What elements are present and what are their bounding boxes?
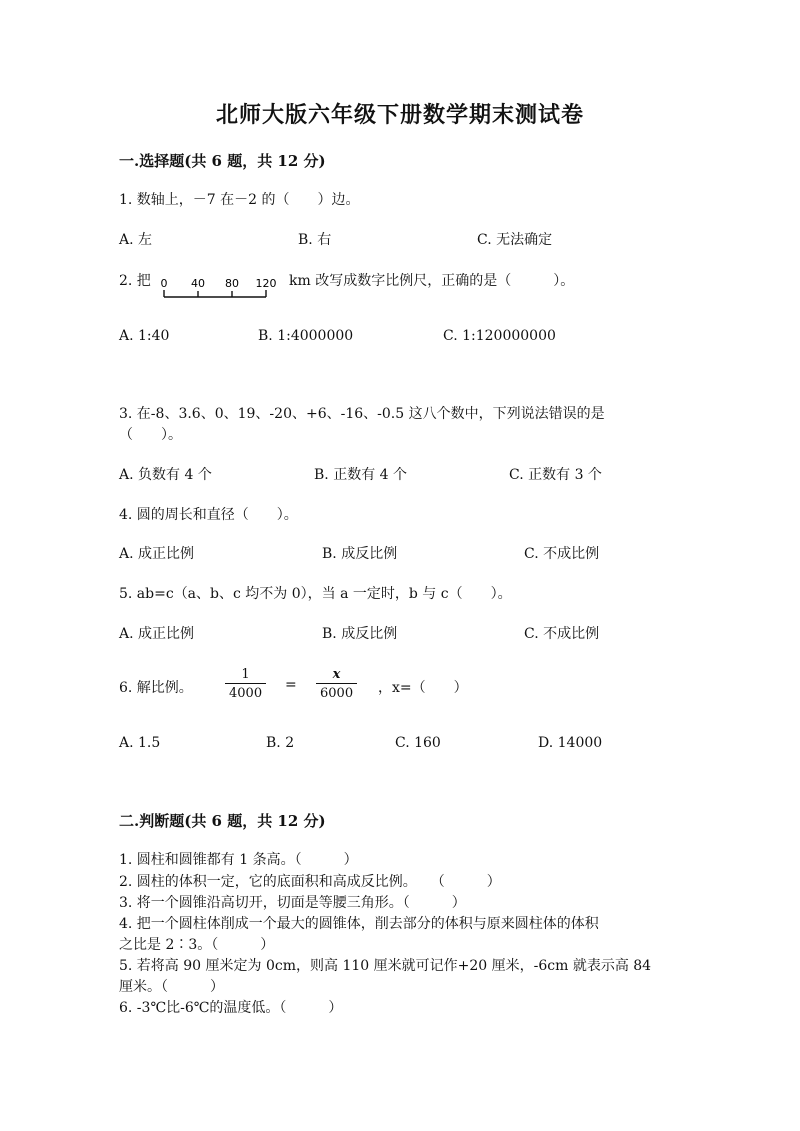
- question-6-prefix: 6. 解比例。: [119, 680, 193, 696]
- question-5: 5. ab=c（a、b、c 均不为 0），当 a 一定时，b 与 c（ ）。: [119, 586, 512, 602]
- q1-option-b: B. 右: [298, 232, 332, 248]
- q4-option-c: C. 不成比例: [524, 546, 600, 562]
- judgment-5-line-1: 5. 若将高 90 厘米定为 0cm，则高 110 厘米就可记作+20 厘米，-6cm 就表示高 84: [119, 958, 652, 974]
- page-title: 北师大版六年级下册数学期末测试卷: [215, 102, 584, 128]
- equals-sign: =: [285, 677, 297, 693]
- judgment-5-line-2: 厘米。（ ）: [119, 979, 224, 995]
- q6-option-c: C. 160: [395, 735, 441, 751]
- q1-option-c: C. 无法确定: [477, 232, 553, 248]
- q2-option-a: A. 1:40: [119, 328, 170, 344]
- question-4: 4. 圆的周长和直径（ ）。: [119, 507, 298, 523]
- fraction-denominator: 4000: [225, 683, 266, 701]
- question-3-line-2: （ ）。: [119, 427, 182, 443]
- judgment-6: 6. -3℃比-6℃的温度低。（ ）: [119, 1000, 343, 1016]
- question-2-prefix: 2. 把: [119, 273, 151, 289]
- fraction-numerator: x: [332, 667, 341, 682]
- q6-option-d: D. 14000: [538, 735, 603, 751]
- judgment-1: 1. 圆柱和圆锥都有 1 条高。（ ）: [119, 852, 358, 868]
- q5-option-c: C. 不成比例: [524, 626, 600, 642]
- q3-option-b: B. 正数有 4 个: [314, 467, 407, 483]
- question-3-line-1: 3. 在-8、3.6、0、19、-20、+6、-16、-0.5 这八个数中，下列说法错误的是: [119, 406, 605, 422]
- ruler-tick-label: 80: [225, 277, 239, 290]
- ruler-tick-label: 120: [255, 277, 277, 290]
- q4-option-b: B. 成反比例: [322, 546, 398, 562]
- scale-ruler-figure: [158, 276, 282, 304]
- judgment-4-line-2: 之比是 2∶3。（ ）: [119, 937, 275, 953]
- fraction-numerator: 1: [241, 667, 250, 682]
- section-heading-judgment: 二.判断题(共 6 题，共 12 分): [119, 812, 326, 830]
- fraction-denominator: 6000: [316, 683, 357, 701]
- fraction-1-over-4000: [225, 667, 266, 701]
- fraction-x-over-6000: [316, 667, 357, 701]
- q3-option-c: C. 正数有 3 个: [509, 467, 602, 483]
- judgment-2: 2. 圆柱的体积一定，它的底面积和高成反比例。 （ ）: [119, 874, 501, 890]
- q5-option-a: A. 成正比例: [119, 626, 195, 642]
- ruler-tick-label: 0: [160, 277, 168, 290]
- q3-option-a: A. 负数有 4 个: [119, 467, 212, 483]
- q6-option-a: A. 1.5: [119, 735, 161, 751]
- section-heading-choice: 一.选择题(共 6 题，共 12 分): [119, 152, 326, 170]
- question-1: 1. 数轴上，－7 在－2 的（ ）边。: [119, 192, 360, 208]
- q4-option-a: A. 成正比例: [119, 546, 195, 562]
- q1-option-a: A. 左: [119, 232, 153, 248]
- judgment-4-line-1: 4. 把一个圆柱体削成一个最大的圆锥体，削去部分的体积与原来圆柱体的体积: [119, 916, 599, 932]
- judgment-3: 3. 将一个圆锥沿高切开，切面是等腰三角形。（ ）: [119, 895, 466, 911]
- q6-option-b: B. 2: [266, 735, 295, 751]
- q2-option-c: C. 1:120000000: [443, 328, 556, 344]
- question-6-suffix: ，x=（ ）: [378, 680, 468, 696]
- ruler-tick-label: 40: [191, 277, 205, 290]
- q2-option-b: B. 1:4000000: [258, 328, 354, 344]
- question-2-suffix: km 改写成数字比例尺，正确的是（ ）。: [289, 273, 575, 289]
- q5-option-b: B. 成反比例: [322, 626, 398, 642]
